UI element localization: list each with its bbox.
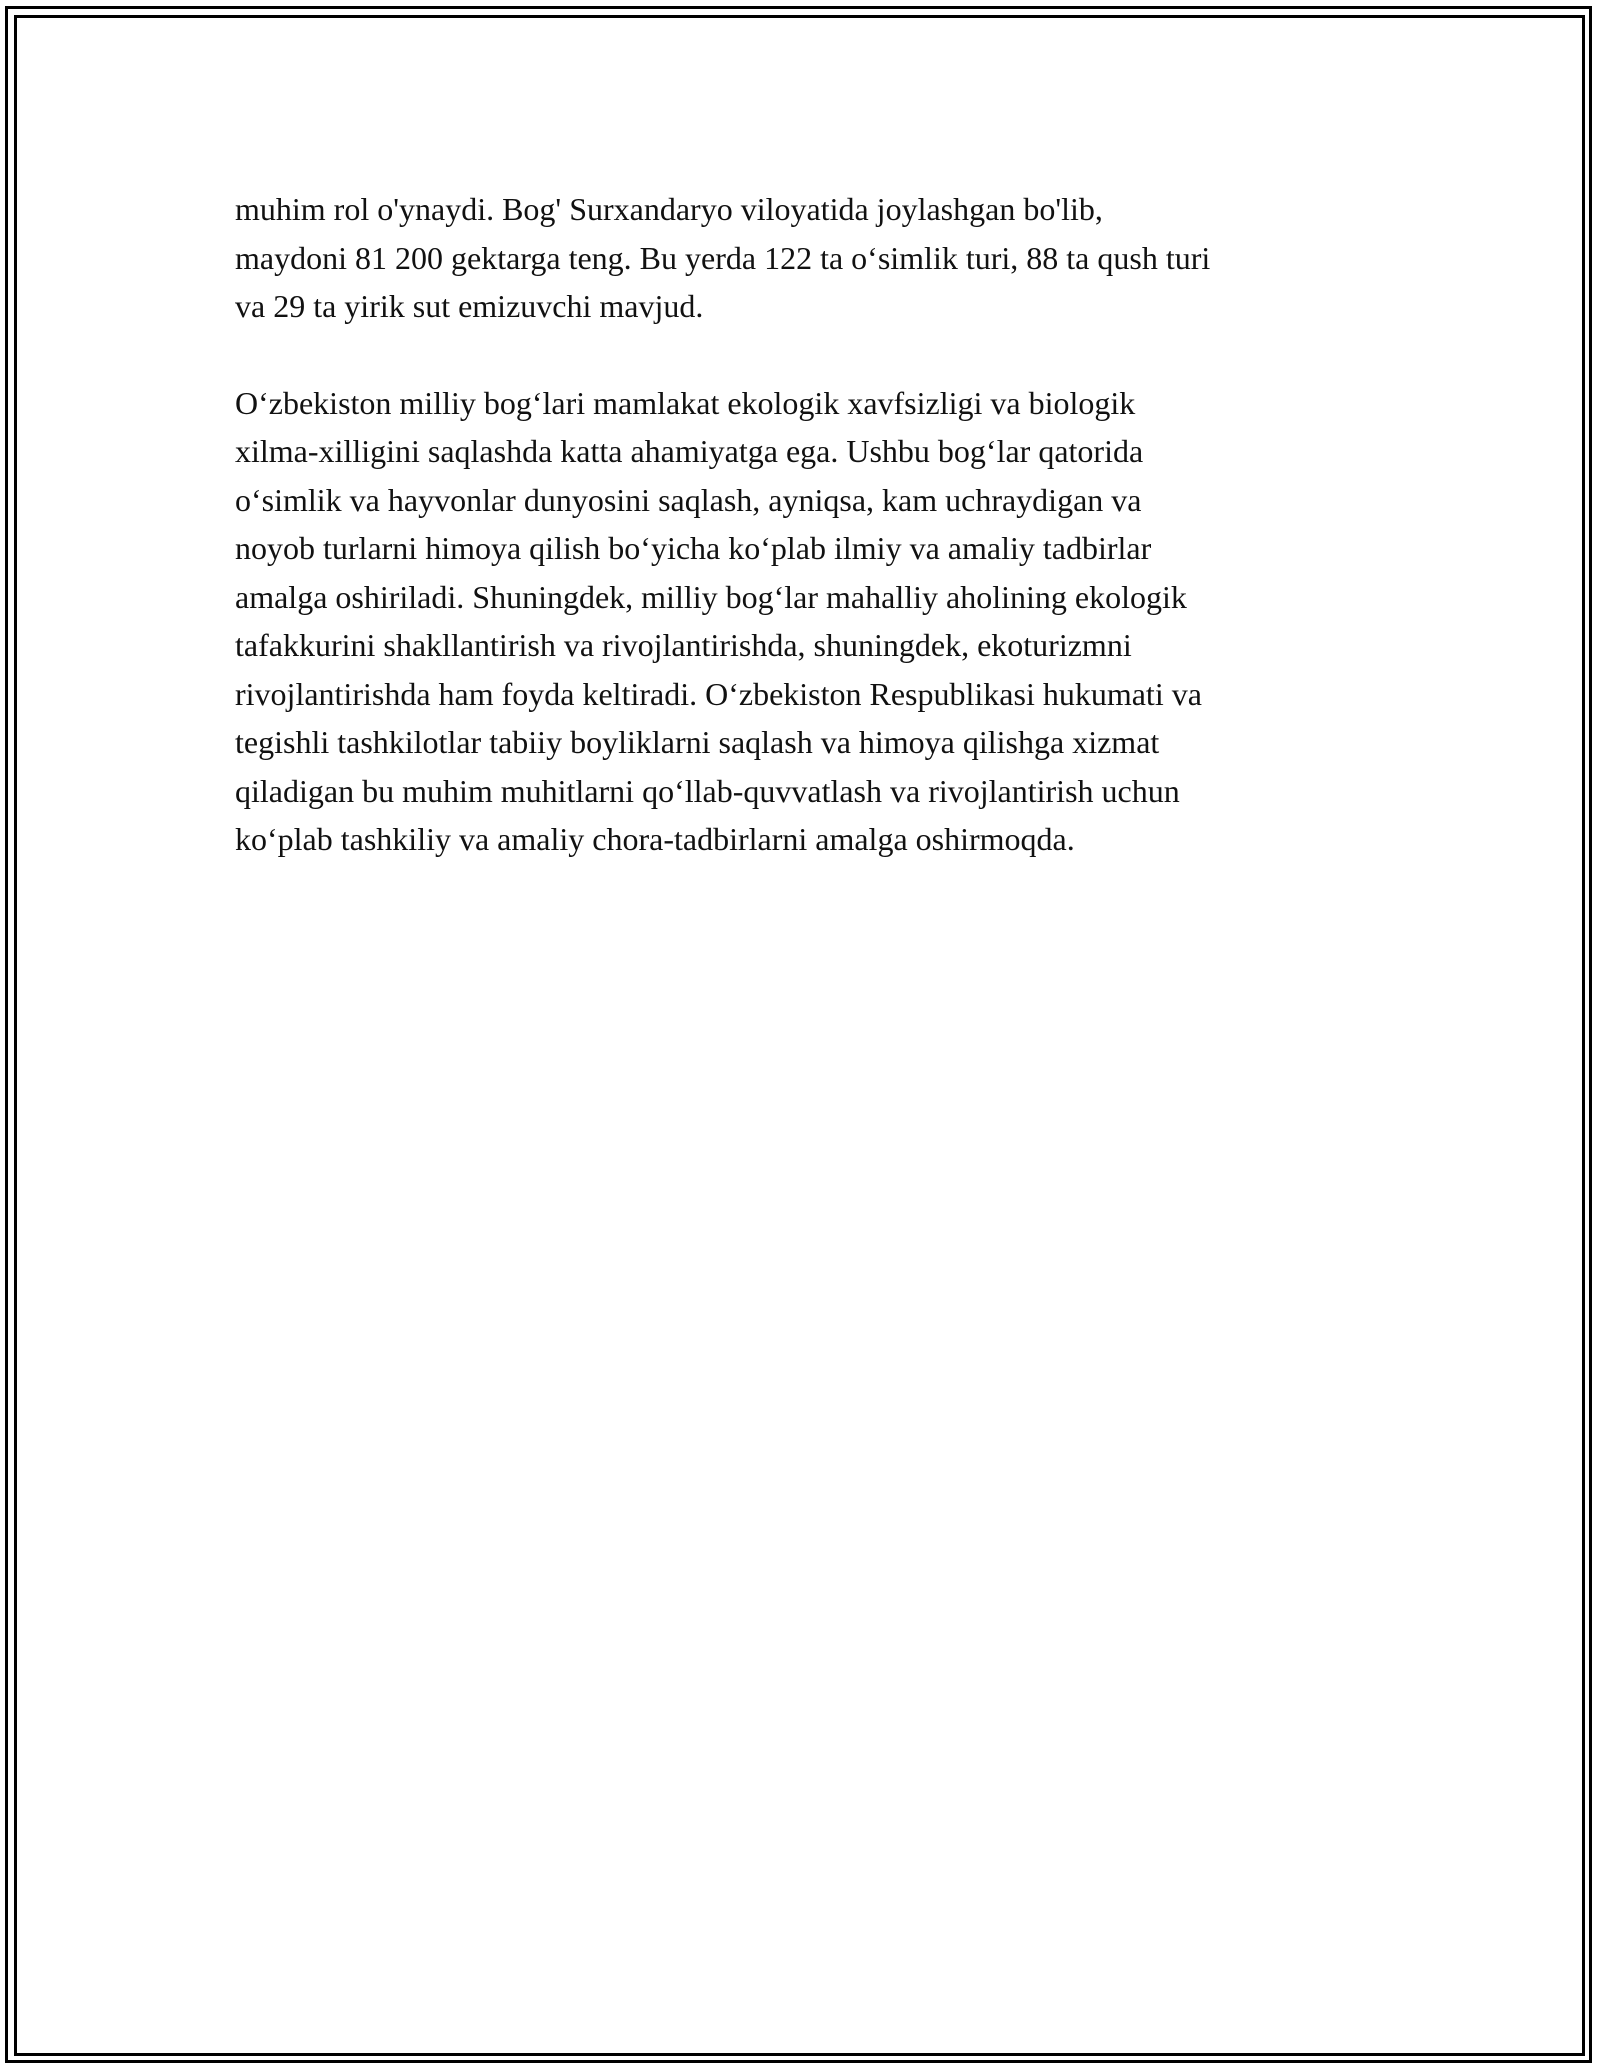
text-line: noyob turlarni himoya qilish bo‘yicha ko‘plab ilmiy va amaliy tadbirlar <box>235 530 1152 566</box>
text-line: O‘zbekiston milliy bog‘lari mamlakat ekologik xavfsizligi va biologik <box>235 384 1136 421</box>
text-line: ko‘plab tashkiliy va amaliy chora-tadbirlarni amalga oshirmoqda. <box>235 821 1075 857</box>
paragraph <box>235 185 1375 331</box>
text-line: o‘simlik va hayvonlar dunyosini saqlash, ayniqsa, kam uchraydigan va <box>235 481 1142 518</box>
text-line: muhim rol o'ynaydi. Bog' Surxandaryo viloyatida joylashgan bo'lib, <box>235 191 1103 227</box>
text-line: maydoni 81 200 gektarga teng. Bu yerda 122 ta o‘simlik turi, 88 ta qush turi <box>235 239 1211 276</box>
text-line: tafakkurini shakllantirish va rivojlantirishda, shuningdek, ekoturizmni <box>235 627 1132 663</box>
text-line: va 29 ta yirik sut emizuvchi mavjud. <box>235 288 704 324</box>
document-body <box>235 185 1375 864</box>
text-line: rivojlantirishda ham foyda keltiradi. O‘zbekiston Respublikasi hukumati va <box>235 675 1202 712</box>
text-line: qiladigan bu muhim muhitlarni qo‘llab-quvvatlash va rivojlantirish uchun <box>235 772 1180 809</box>
text-line: xilma-xilligini saqlashda katta ahamiyatga ega. Ushbu bog‘lar qatorida <box>235 433 1144 469</box>
text-line: amalga oshiriladi. Shuningdek, milliy bog‘lar mahalliy aholining ekologik <box>235 578 1187 615</box>
paragraph <box>235 379 1375 864</box>
text-line: tegishli tashkilotlar tabiiy boyliklarni saqlash va himoya qilishga xizmat <box>235 724 1160 760</box>
